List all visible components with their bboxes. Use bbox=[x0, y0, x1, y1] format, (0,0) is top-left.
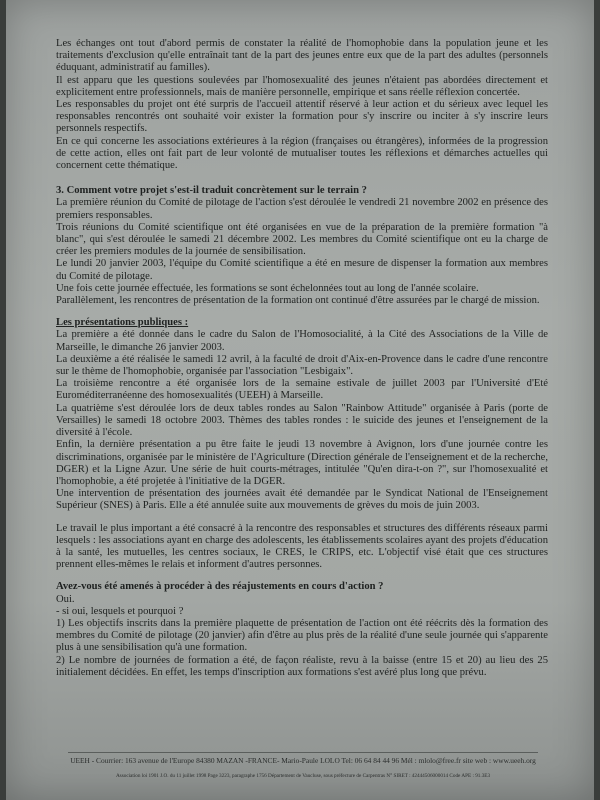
footer-contact-line: UEEH - Courrier: 163 avenue de l'Europe 84380 MAZAN -FRANCE- Mario-Paule LOLO Tel: 06 64 84 44 96 Mél : mlolo@free.fr site web : www.ueeh.org bbox=[68, 752, 538, 766]
intro-paragraph-4: En ce qui concerne les associations extérieures à la région (françaises ou étrangères), informées de la progression de cette action, elles ont fait part de leur volonté de mutualiser toutes les réflexions et démarches actuelles qui concernent cette thématique. bbox=[56, 135, 548, 172]
readjust-item-2: 2) Le nombre de journées de formation a été, de façon réaliste, revu à la baisse (entre 15 et 20) au lieu des 25 initialement décidées. En effet, les temps d'inscription aux formations s'est avéré plus long que prévu. bbox=[56, 654, 548, 678]
intro-paragraph-3: Les responsables du projet ont été surpris de l'accueil attentif réservé à leur action et du sérieux avec lequel les responsables rencontrés ont souhaité voir exister la formation pour s'y inscrire ou inciter à s'y inscrire leurs personnels respectifs. bbox=[56, 99, 548, 135]
presentation-3: La troisième rencontre a été organisée lors de la semaine estivale de juillet 2003 par l'Université d'Eté Euroméditerranéenne des homosexualités (UEEH) à Marseille. bbox=[56, 378, 548, 402]
presentation-1: La première a été donnée dans le cadre du Salon de l'Homosocialité, à la Cité des Associations de la Ville de Marseille, le dimanche 26 janvier 2003. bbox=[56, 329, 548, 353]
page-footer bbox=[68, 752, 538, 780]
presentation-6: Une intervention de présentation des journées avait été demandée par le Syndicat National de l'Enseignement Supérieur (SNES) à Paris. Elle a été annulée suite aux mouvements de grèves du mois de juin 2003. bbox=[56, 488, 548, 512]
section-3-paragraph-1: La première réunion du Comité de pilotage de l'action s'est déroulée le vendredi 21 novembre 2002 en présence des premiers responsables. bbox=[56, 197, 548, 221]
presentations-heading: Les présentations publiques : bbox=[56, 317, 189, 329]
document-page bbox=[6, 0, 594, 800]
section-3-paragraph-2: Trois réunions du Comité scientifique ont été organisées en vue de la préparation de la première formation "à blanc", qui s'est déroulée le samedi 21 décembre 2002. Les membres du Comité scientifique ont eu la charge de créer les premiers modules de la journée de sensibilisation. bbox=[56, 221, 548, 258]
document-body bbox=[56, 38, 548, 679]
readjust-answer: Oui. bbox=[56, 593, 75, 605]
network-paragraph: Le travail le plus important a été consacré à la rencontre des responsables et structures des différents réseaux parmi lesquels : les associations ayant en charge des adolescents, les établissements scolaires ayant des projets d'éducation à la santé, les mutuelles, les centres sociaux, le CRES, le CRIPS, etc. L'objectif visé était que ces structures prennent elles-mêmes le relais et informent d'autres personnes. bbox=[56, 522, 548, 571]
presentation-2: La deuxième a été réalisée le samedi 12 avril, à la faculté de droit d'Aix-en-Provence dans le cadre d'une rencontre sur le thème de l'homophobie, organisée par l'association "Lesbigaix". bbox=[56, 353, 548, 378]
section-3-paragraph-5: Parallèlement, les rencontres de présentation de la formation ont continué d'être assurées par le chargé de mission. bbox=[56, 295, 540, 307]
readjust-item-1: 1) Les objectifs inscrits dans la première plaquette de présentation de l'action ont été réécrits dès la formation des membres du Comité de pilotage (20 janvier) afin d'être au plus près de la réalité d'une seule journée qui s'apparente plus à une sensibilisation qu'à une formation. bbox=[56, 617, 548, 654]
footer-legal-line: Association loi 1901 J.O. du 11 juillet 1998 Page 3223, paragraphe 1756 Département de Vaucluse, sous préfecture de Carpentras N° SIRET : 42444506000014 Code APE : 91.3E3 bbox=[115, 773, 491, 779]
intro-paragraph-2: Il est apparu que les questions soulevées par l'homosexualité des jeunes n'étaient pas abordées directement et explicitement entre professionnels, mais de manière personnelle, empirique et sans réelle réflexion concertée. bbox=[56, 74, 548, 98]
presentation-5: Enfin, la dernière présentation a pu être faite le jeudi 13 novembre à Avignon, lors d'une journée contre les discriminations, organisée par le ministère de l'Agriculture (Direction générale de l'enseignement et de la recherche, DGER) et la Ligne Azur. Une série de huit courts-métrages, intitulée "Qu'en dira-t-on ?", sur l'homosexualité et l'homophobie, a été projetée à l'initiative de la DGER. bbox=[56, 439, 548, 487]
section-3-paragraph-3: Le lundi 20 janvier 2003, l'équipe du Comité scientifique a été en mesure de dispenser la formation aux membres du Comité de pilotage. bbox=[56, 258, 548, 282]
section-3-heading: 3. Comment votre projet s'est-il traduit concrètement sur le terrain ? bbox=[56, 185, 367, 197]
intro-paragraph-1: Les échanges ont tout d'abord permis de constater la réalité de l'homophobie dans la population jeune et les traitements d'exclusion qu'elle entraînait tant de la part des jeunes entre eux que de la part des adultes (personnels éduquant, administratif au familles). bbox=[56, 38, 548, 74]
readjust-subquestion: - si oui, lesquels et pourquoi ? bbox=[56, 605, 184, 617]
section-3-paragraph-4: Une fois cette journée effectuée, les formations se sont échelonnées tout au long de l'année scolaire. bbox=[56, 282, 479, 294]
presentation-4: La quatrième s'est déroulée lors de deux tables rondes au Salon "Rainbow Attitude" organisée à Paris (porte de Versailles) le samedi 18 octobre 2003. Thèmes des tables rondes : le suicide des jeunes et l'enseignement de la diversité à l'école. bbox=[56, 402, 548, 439]
readjust-heading: Avez-vous été amenés à procéder à des réajustements en cours d'action ? bbox=[56, 581, 384, 593]
